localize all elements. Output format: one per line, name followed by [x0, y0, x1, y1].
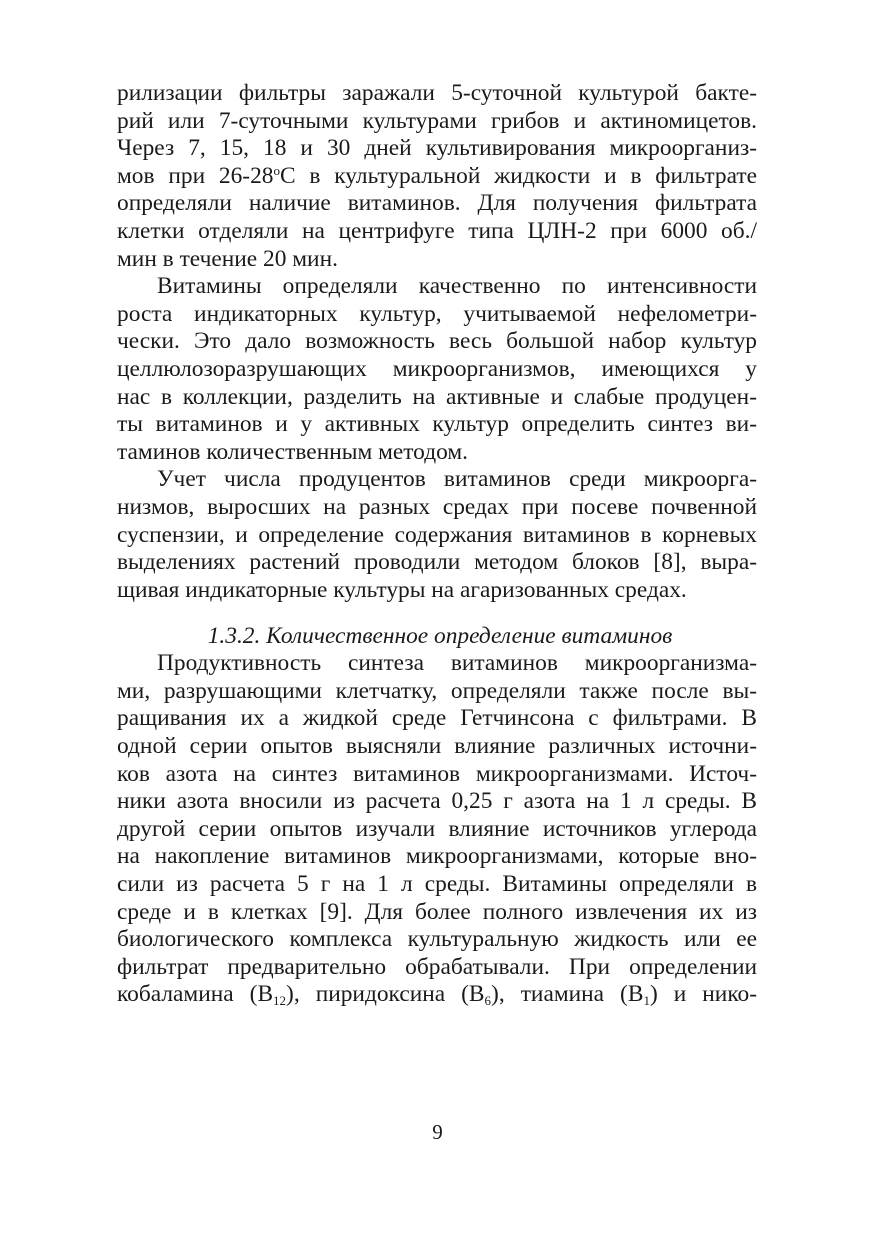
text-line: [117, 163, 757, 191]
text-line: Учет числа продуцентов витаминов среди микроорга-: [157, 466, 757, 493]
text-line: среде и в клетках [9]. Для более полного извлечения их из: [117, 898, 757, 925]
text-line: ты витаминов и у активных культур определить синтез ви-: [117, 411, 757, 438]
text-fragment: ), тиамина (В: [491, 981, 644, 1008]
text-line: ращивания их а жидкой среде Гетчинсона с фильтрами. В: [117, 705, 757, 732]
text-line: на накопление витаминов микроорганизмами, которые вно-: [117, 843, 757, 870]
subscript: 1: [643, 993, 650, 1009]
text-line: Витамины определяли качественно по интенсивности: [157, 273, 757, 300]
text-line: таминов количественным методом.: [117, 438, 469, 465]
text-line: [117, 981, 757, 1009]
text-line: суспензии, и определение содержания витаминов в корневых: [117, 521, 757, 548]
text-line: Продуктивность синтеза витаминов микроорганизма-: [157, 650, 757, 677]
paragraph-4: [117, 650, 757, 1009]
text-line: ков азота на синтез витаминов микроорганизмами. Источ-: [117, 760, 757, 787]
page-number: 9: [432, 1120, 443, 1144]
page-body: [117, 80, 757, 1009]
paragraph-3: [117, 466, 757, 604]
text-line: мин в течение 20 мин.: [117, 245, 338, 272]
text-line: нас в коллекции, разделить на активные и слабые продуцен-: [117, 383, 757, 410]
text-line: роста индикаторных культур, учитываемой нефелометри-: [117, 300, 757, 327]
text-line: определяли наличие витаминов. Для получения фильтрата: [117, 190, 757, 217]
text-line: целлюлозоразрушающих микроорганизмов, имеющихся у: [117, 355, 757, 382]
spacer: [117, 604, 757, 622]
text-fragment: С в культуральной жидкости и в фильтрате: [279, 162, 757, 189]
degree-superscript: о: [273, 162, 280, 178]
text-line: рий или 7-суточными культурами грибов и актиномицетов.: [117, 107, 757, 134]
text-line: Через 7, 15, 18 и 30 дней культивирования микроорганиз-: [117, 135, 757, 162]
text-line: рилизации фильтры заражали 5-суточной культурой бакте-: [117, 80, 757, 106]
text-line: ми, разрушающими клетчатку, определяли также после вы-: [117, 677, 757, 704]
text-fragment: ), пиридоксина (В: [286, 981, 485, 1008]
paragraph-1: [117, 80, 757, 273]
text-line: сили из расчета 5 г на 1 л среды. Витамины определяли в: [117, 871, 757, 898]
section-heading: 1.3.2. Количественное определение витаминов: [207, 623, 673, 650]
subscript: 6: [484, 993, 492, 1009]
text-line: биологического комплекса культуральную жидкость или ее: [117, 926, 757, 953]
text-fragment: кобаламина (В: [117, 981, 274, 1008]
text-line: чески. Это дало возможность весь большой набор культур: [117, 328, 757, 355]
text-line: другой серии опытов изучали влияние источников углерода: [117, 815, 757, 842]
text-line: фильтрат предварительно обрабатывали. При определении: [117, 953, 757, 980]
paragraph-2: [117, 273, 757, 466]
text-fragment: ) и нико-: [649, 981, 757, 1008]
text-line: ники азота вносили из расчета 0,25 г азота на 1 л среды. В: [117, 788, 757, 815]
text-line: низмов, выросших на разных средах при посеве почвенной: [117, 493, 757, 520]
subscript: 12: [273, 993, 287, 1009]
text-fragment: мов при 26-28: [117, 162, 274, 189]
text-line: клетки отделяли на центрифуге типа ЦЛН-2 при 6000 об./: [117, 217, 757, 244]
text-line: выделениях растений проводили методом блоков [8], выра-: [117, 549, 757, 576]
text-line: одной серии опытов выясняли влияние различных источни-: [117, 733, 757, 760]
text-line: щивая индикаторные культуры на агаризованных средах.: [117, 576, 687, 603]
